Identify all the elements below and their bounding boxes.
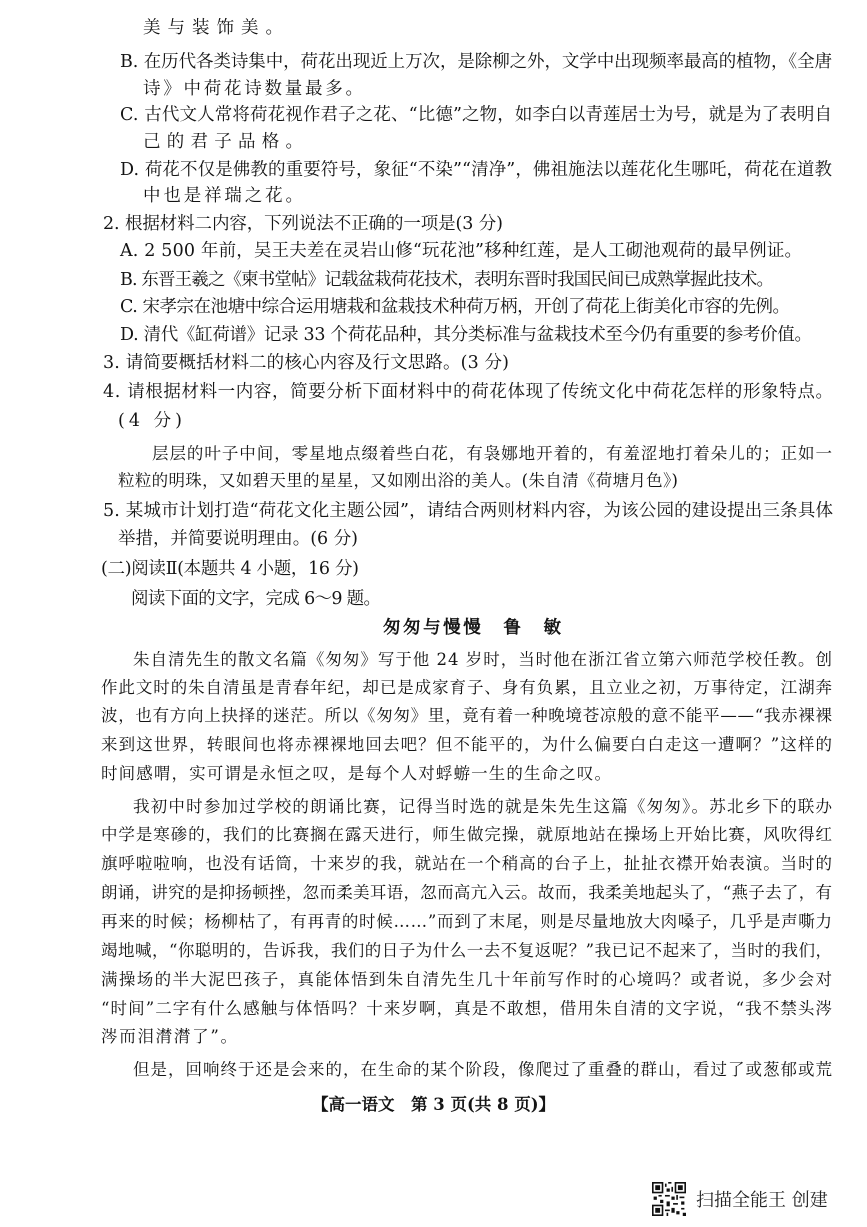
question-5: 5. 某城市计划打造“荷花文化主题公园”，请结合两则材料内容，为该公园的建设提出三条具体: [103, 501, 834, 521]
quoted-passage: 层层的叶子中间，零星地点缀着些白花，有袅娜地开着的，有羞涩地打着朵儿的；正如一: [152, 444, 833, 463]
q2-option-c: C. 宋孝宗在池塘中综合运用塘栽和盆栽技术种荷万柄，开创了荷花上街美化市容的先例。: [120, 297, 790, 317]
article-title: 匆匆与慢慢 鲁 敏: [383, 618, 564, 638]
qr-code-icon: [652, 1182, 686, 1216]
question-5-line: 举措，并简要说明理由。(6 分): [118, 529, 358, 549]
q2-option-b: B. 东晋王羲之《柬书堂帖》记载盆栽荷花技术，表明东晋时我国民间已成熟掌握此技术。: [120, 270, 774, 290]
text-line: 诗》中荷花诗数量最多。: [143, 79, 366, 99]
watermark-text: 扫描全能王 创建: [696, 1190, 828, 1211]
question-3: 3. 请简要概括材料二的核心内容及行文思路。(3 分): [103, 353, 510, 373]
question-4-score: (4 分): [118, 411, 187, 431]
article-paragraph-line: 作此文时的朱自清虽是青春年纪，却已是成家育子、身有负累，且立业之初，万事待定，江湖奔: [101, 678, 833, 697]
article-paragraph-line: 满操场的半大泥巴孩子，真能体悟到朱自清先生几十年前写作时的心境吗？或者说，多少会对: [101, 970, 834, 989]
page-footer: 【高一语文 第 3 页(共 8 页)】: [311, 1095, 556, 1114]
q2-option-a: A. 2 500 年前，吴王夫差在灵岩山修“玩花池”移种红莲，是人工砌池观荷的最早例证。: [120, 241, 803, 261]
text-line: 美与装饰美。: [143, 18, 290, 38]
instructions: 阅读下面的文字，完成 6～9 题。: [131, 589, 381, 609]
article-paragraph-line: 时间感喟，实可谓是永恒之叹，是每个人对蜉蝣一生的生命之叹。: [101, 764, 613, 783]
article-paragraph-line: 但是，回响终于还是会来的，在生命的某个阶段，像爬过了重叠的群山，看过了或葱郁或荒: [133, 1060, 833, 1079]
scanner-watermark: [652, 1182, 828, 1216]
section-heading: (二)阅读Ⅱ(本题共 4 小题，16 分): [101, 559, 359, 579]
article-paragraph-line: 涔而泪潸潸了”。: [101, 1027, 239, 1046]
article-paragraph-line: 朱自清先生的散文名篇《匆匆》写于他 24 岁时，当时他在浙江省立第六师范学校任教。创: [133, 650, 833, 669]
article-paragraph-line: 我初中时参加过学校的朗诵比赛，记得当时选的就是朱先生这篇《匆匆》。苏北乡下的联办: [133, 797, 834, 816]
option-d-line: D. 荷花不仅是佛教的重要符号，象征“不染”“清净”，佛祖施法以莲花化生哪吒，荷花在道教: [120, 160, 833, 180]
article-paragraph-line: 旗呼啦啦响，也没有话筒，十来岁的我，就站在一个稍高的台子上，扯扯衣襟开始表演。当时的: [101, 854, 833, 873]
question-4: 4. 请根据材料一内容，简要分析下面材料中的荷花体现了传统文化中荷花怎样的形象特点。: [103, 382, 834, 402]
article-paragraph-line: 再来的时候；杨柳枯了，有再青的时候……”而到了末尾，则是尽量地放大肉嗓子，几乎是声嘶力: [101, 912, 833, 931]
quoted-passage: 粒粒的明珠，又如碧天里的星星，又如刚出浴的美人。(朱自清《荷塘月色》): [118, 471, 679, 490]
article-paragraph-line: 波，也有方向上抉择的迷茫。所以《匆匆》里，竟有着一种晚境苍凉般的意不能平——“我赤裸裸: [101, 706, 833, 725]
article-paragraph-line: 朗诵，讲究的是抑扬顿挫，忽而柔美耳语，忽而高亢入云。故而，我柔美地起头了，“燕子去了，有: [101, 883, 833, 902]
q2-option-d: D. 清代《缸荷谱》记录 33 个荷花品种，其分类标准与盆栽技术至今仍有重要的参考价值。: [120, 325, 812, 345]
article-paragraph-line: 中学是寒碜的，我们的比赛搁在露天进行，师生做完操，就原地站在操场上开始比赛，风吹得红: [101, 825, 833, 844]
option-b-line: B. 在历代各类诗集中，荷花出现近上万次，是除柳之外，文学中出现频率最高的植物，《全唐: [120, 52, 832, 72]
article-paragraph-line: 来到这世界，转眼间也将赤裸裸地回去吧？但不能平的，为什么偏要白白走这一遭啊？”这样的: [101, 735, 834, 754]
option-c-line: C. 古代文人常将荷花视作君子之花、“比德”之物，如李白以青莲居士为号，就是为了表明自: [120, 105, 833, 125]
text-line: 己的君子品格。: [143, 132, 310, 152]
text-line: 中也是祥瑞之花。: [143, 186, 306, 206]
question-2: 2. 根据材料二内容，下列说法不正确的一项是(3 分): [103, 214, 503, 234]
article-paragraph-line: “时间”二字有什么感触与体悟吗？十来岁啊，真是不敢想，借用朱自清的文字说，“我不禁头涔: [101, 999, 834, 1018]
article-paragraph-line: 竭地喊，“你聪明的，告诉我，我们的日子为什么一去不复返呢？”我已记不起来了，当时的我们，: [101, 941, 833, 960]
